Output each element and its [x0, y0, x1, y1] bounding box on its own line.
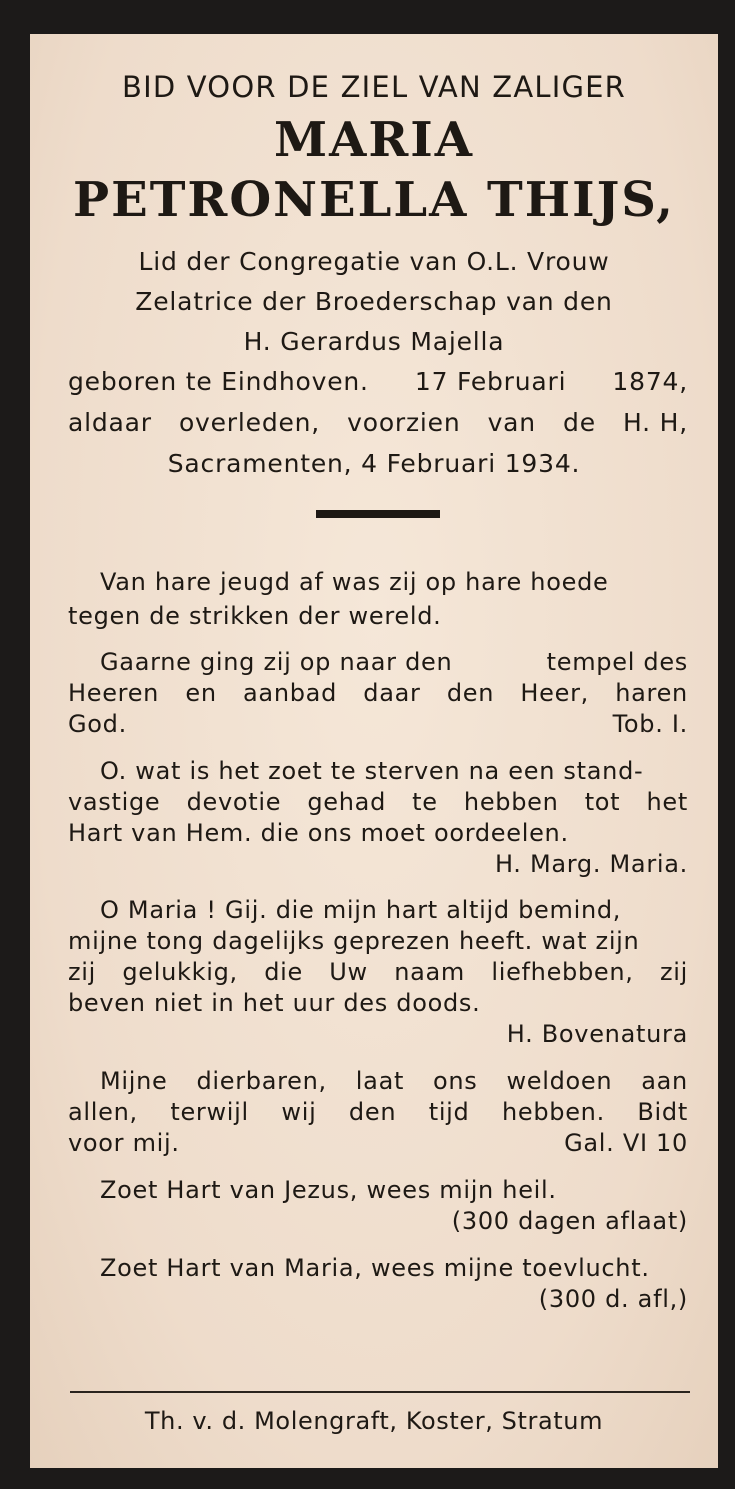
birth-line	[68, 367, 688, 396]
word: de	[563, 408, 596, 437]
text-line: Hart van Hem. die ons moet oordeelen.	[68, 819, 569, 847]
scripture-source: Gal. VI 10	[564, 1129, 688, 1157]
divider-bar	[316, 510, 440, 518]
word: voorzien	[347, 408, 461, 437]
text-line: beven niet in het uur des doods.	[68, 989, 481, 1017]
text-line: Gaarne ging zij op naar den tempel des	[100, 648, 688, 676]
info-line: H. Gerardus Majella	[243, 327, 505, 356]
text-line: O Maria ! Gij. die mijn hart altijd bemind,	[100, 896, 622, 924]
text-line: tegen de strikken der wereld.	[68, 602, 442, 630]
word: overleden,	[178, 408, 321, 437]
prayer-line: Zoet Hart van Jezus, wees mijn heil.	[100, 1176, 557, 1204]
text-line: vastige devotie gehad te hebben tot het	[68, 788, 688, 816]
deceased-full-name: PETRONELLA THIJS,	[73, 172, 675, 228]
printer-credit: Th. v. d. Molengraft, Koster, Stratum	[144, 1407, 604, 1435]
birth-year: 1874,	[612, 367, 688, 396]
quote-source: H. Bovenatura	[506, 1020, 688, 1048]
footer-rule	[70, 1391, 690, 1393]
card-header: BID VOOR DE ZIEL VAN ZALIGER	[121, 70, 627, 104]
sacrament-line: Sacramenten, 4 Februari 1934.	[167, 449, 581, 478]
text-line: zij gelukkig, die Uw naam liefhebben, zij	[68, 958, 688, 986]
text-line: mijne tong dagelijks geprezen heeft. wat zijn	[68, 927, 640, 955]
word: aldaar	[68, 408, 152, 437]
indulgence-note: (300 dagen aflaat)	[451, 1207, 688, 1235]
info-line: Zelatrice der Broederschap van den	[135, 287, 613, 316]
word: van	[487, 408, 536, 437]
death-line	[68, 408, 688, 437]
text-line: Mijne dierbaren, laat ons weldoen aan	[100, 1067, 688, 1095]
word: H. H,	[622, 408, 688, 437]
prayer-line: Zoet Hart van Maria, wees mijne toevlucht.	[100, 1254, 650, 1282]
deceased-first-name: MARIA	[274, 112, 474, 168]
memorial-card	[30, 34, 718, 1468]
birth-date: 17 Februari	[414, 367, 567, 396]
text-line: allen, terwijl wij den tijd hebben. Bidt	[68, 1098, 688, 1126]
quote-source: H. Marg. Maria.	[494, 850, 688, 878]
info-line: Lid der Congregatie van O.L. Vrouw	[138, 247, 610, 276]
birth-place: geboren te Eindhoven.	[68, 367, 369, 396]
indulgence-note: (300 d. afl,)	[538, 1285, 688, 1313]
text-line: Van hare jeugd af was zij op hare hoede	[100, 568, 609, 596]
text-line: O. wat is het zoet te sterven na een stand-	[100, 757, 644, 785]
text-line: God. Tob. I.	[68, 710, 688, 738]
text-line: voor mij. Gal. VI 10	[68, 1129, 688, 1157]
text-line: Heeren en aanbad daar den Heer, haren	[68, 679, 688, 707]
scripture-source: Tob. I.	[612, 710, 688, 738]
